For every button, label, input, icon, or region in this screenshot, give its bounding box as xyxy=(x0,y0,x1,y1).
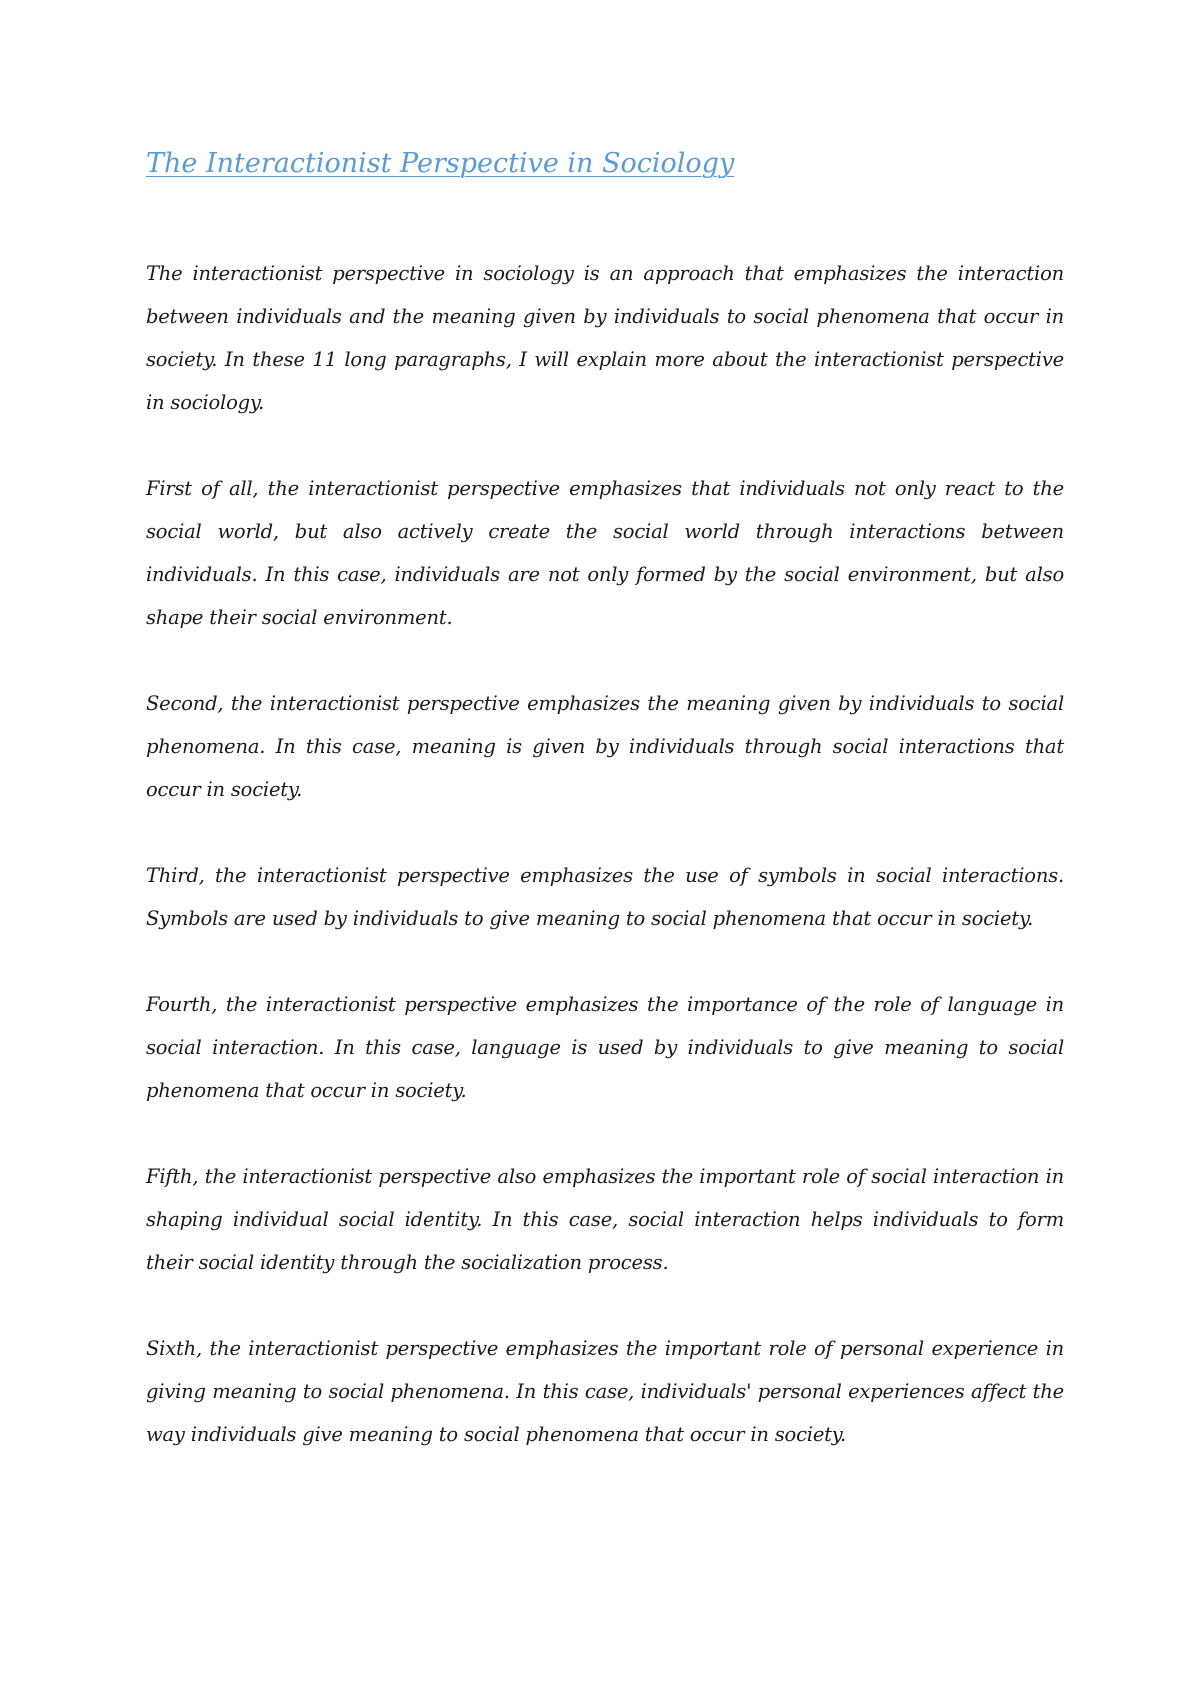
paragraph-intro: The interactionist perspective in sociology is an approach that emphasizes the interaction between individuals and the meaning given by individuals to social phenomena that occur in society. In these 11 long paragraphs, I will explain more about the interactionist perspective in sociology. xyxy=(146,262,1064,414)
paragraph-first: First of all, the interactionist perspective emphasizes that individuals not only react to the social world, but also actively create the social world through interactions between individuals. In this case, individuals are not only formed by the social environment, but also shape their social environment. xyxy=(146,477,1064,629)
paragraph-sixth: Sixth, the interactionist perspective emphasizes the important role of personal experience in giving meaning to social phenomena. In this case, individuals' personal experiences affect the way individuals give meaning to social phenomena that occur in society. xyxy=(146,1337,1064,1446)
document-page xyxy=(146,140,1064,1499)
paragraph-fourth: Fourth, the interactionist perspective emphasizes the importance of the role of language in social interaction. In this case, language is used by individuals to give meaning to social phenomena that occur in society. xyxy=(146,993,1064,1102)
paragraph-third: Third, the interactionist perspective emphasizes the use of symbols in social interactions. Symbols are used by individuals to give meaning to social phenomena that occur in society. xyxy=(146,864,1064,930)
paragraph-second: Second, the interactionist perspective emphasizes the meaning given by individuals to social phenomena. In this case, meaning is given by individuals through social interactions that occur in society. xyxy=(146,692,1064,801)
document-title: The Interactionist Perspective in Sociology xyxy=(146,148,735,179)
paragraph-fifth: Fifth, the interactionist perspective also emphasizes the important role of social interaction in shaping individual social identity. In this case, social interaction helps individuals to form their social identity through the socialization process. xyxy=(146,1165,1064,1274)
